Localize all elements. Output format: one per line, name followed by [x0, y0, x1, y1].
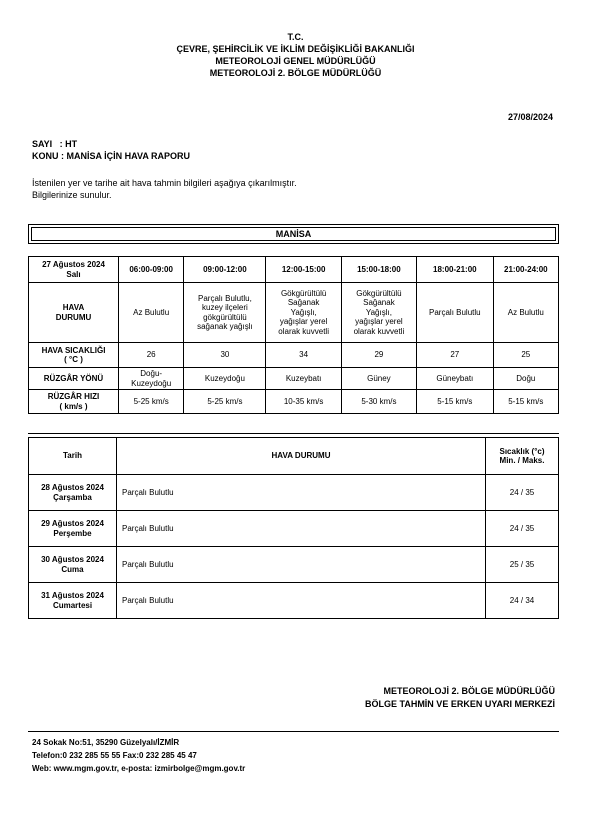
- condition-label: [29, 283, 119, 343]
- wind-direction-text: Kuzeydoğu: [131, 378, 172, 388]
- condition-cell: [119, 283, 184, 343]
- reference-block: [32, 138, 190, 162]
- condition-text: Parçalı Bulutlu,: [198, 293, 252, 303]
- condition-text: Az Bulutlu: [133, 307, 170, 317]
- condition-text: Az Bulutlu: [507, 307, 544, 317]
- wind-direction-cell: Kuzeydoğu: [184, 368, 266, 390]
- temperature-label-2: ( °C ): [64, 355, 83, 364]
- wind-speed-cell: 5-15 km/s: [417, 390, 494, 414]
- header-line-1: T.C.: [287, 32, 304, 42]
- hourly-header-row: [29, 257, 559, 283]
- wind-speed-label-2: ( km/s ): [59, 401, 88, 411]
- daily-row: [29, 511, 559, 547]
- city-name: MANİSA: [31, 227, 556, 241]
- header-line-3: METEOROLOJİ GENEL MÜDÜRLÜĞÜ: [215, 56, 376, 66]
- document-header: [0, 31, 591, 79]
- daily-forecast-table: [28, 437, 559, 619]
- hourly-forecast-table: [28, 256, 559, 414]
- col-temp-header-2: Min. / Maks.: [499, 456, 545, 465]
- daily-condition: Parçalı Bulutlu: [117, 547, 486, 583]
- footer-web: Web: www.mgm.gov.tr, e-posta: izmirbolge@mgm.gov.tr: [32, 764, 246, 773]
- condition-label-2: DURUMU: [55, 312, 92, 322]
- condition-text: Gökgürültülü: [280, 288, 327, 298]
- condition-text: Yağışlı,: [290, 307, 317, 317]
- temperature-cell: 27: [417, 343, 494, 368]
- hourly-date-cell: [29, 257, 119, 283]
- wind-direction-text: Doğu-: [140, 369, 163, 378]
- temperature-label-1: HAVA SICAKLIĞI: [41, 345, 106, 355]
- wind-speed-row: [29, 390, 559, 414]
- time-slot: 21:00-24:00: [493, 257, 558, 283]
- header-line-4: METEOROLOJİ 2. BÖLGE MÜDÜRLÜĞÜ: [209, 68, 382, 78]
- time-slot: 09:00-12:00: [184, 257, 266, 283]
- temperature-cell: 25: [493, 343, 558, 368]
- condition-text: gökgürültülü: [203, 312, 247, 322]
- wind-direction-cell: Güneybatı: [417, 368, 494, 390]
- daily-row: [29, 583, 559, 619]
- condition-cell: [493, 283, 558, 343]
- wind-direction-cell: Kuzeybatı: [266, 368, 341, 390]
- condition-text: kuzey ilçeleri: [202, 303, 248, 312]
- time-slot: 06:00-09:00: [119, 257, 184, 283]
- daily-condition: Parçalı Bulutlu: [117, 511, 486, 547]
- temperature-cell: 29: [341, 343, 416, 368]
- condition-text: Gökgürültülü: [356, 288, 402, 298]
- condition-text: Sağanak: [287, 298, 320, 308]
- wind-direction-cell: Doğu: [493, 368, 558, 390]
- intro-line-2: Bilgilerinize sunulur.: [32, 190, 112, 200]
- daily-date-cell: [29, 583, 117, 619]
- document-date: 27/08/2024: [507, 112, 553, 122]
- condition-text: Sağanak: [363, 298, 395, 308]
- time-slot: 15:00-18:00: [341, 257, 416, 283]
- sayi-line: SAYI : HT: [32, 139, 78, 149]
- wind-direction-row: [29, 368, 559, 390]
- daily-temp: 25 / 35: [486, 547, 559, 583]
- header-line-2: ÇEVRE, ŞEHİRCİLİK VE İKLİM DEĞİŞİKLİĞİ BAKANLIĞI: [176, 44, 415, 54]
- signature-line-1: METEOROLOJİ 2. BÖLGE MÜDÜRLÜĞÜ: [383, 686, 555, 696]
- condition-label-1: HAVA: [62, 303, 85, 312]
- wind-speed-cell: 5-30 km/s: [341, 390, 416, 414]
- condition-cell: [266, 283, 341, 343]
- col-temp-header: [486, 438, 559, 475]
- daily-row: [29, 547, 559, 583]
- daily-day: Cuma: [61, 564, 84, 574]
- wind-speed-label: [29, 390, 119, 414]
- intro-text: [32, 177, 297, 201]
- signature-line-2: BÖLGE TAHMİN VE ERKEN UYARI MERKEZİ: [364, 699, 555, 709]
- condition-text: olarak kuvvetli: [278, 326, 329, 336]
- konu-line: KONU : MANİSA İÇİN HAVA RAPORU: [32, 151, 190, 161]
- signature-block: [365, 685, 555, 711]
- daily-row: [29, 475, 559, 511]
- condition-text: Yağışlı,: [365, 307, 392, 317]
- temperature-row: [29, 343, 559, 368]
- wind-speed-label-1: RÜZGÂR HIZI: [47, 392, 100, 401]
- daily-day: Çarşamba: [53, 492, 92, 502]
- temperature-label: [29, 343, 119, 368]
- intro-line-1: İstenilen yer ve tarihe ait hava tahmin bilgileri aşağıya çıkarılmıştır.: [32, 178, 297, 188]
- daily-date-cell: [29, 547, 117, 583]
- condition-text: yağışlar yerel: [279, 317, 328, 327]
- daily-date-cell: [29, 511, 117, 547]
- daily-condition: Parçalı Bulutlu: [117, 475, 486, 511]
- col-date-header: Tarih: [29, 438, 117, 475]
- wind-direction-cell: Güney: [341, 368, 416, 390]
- daily-date: 28 Ağustos 2024: [41, 483, 104, 492]
- daily-day: Perşembe: [53, 528, 92, 538]
- daily-date: 29 Ağustos 2024: [41, 519, 104, 528]
- daily-temp: 24 / 34: [486, 583, 559, 619]
- daily-date: 30 Ağustos 2024: [41, 555, 104, 564]
- col-temp-header-1: Sıcaklık (°c): [499, 446, 545, 456]
- wind-speed-cell: 5-25 km/s: [119, 390, 184, 414]
- daily-temp: 24 / 35: [486, 475, 559, 511]
- city-title-box: [28, 224, 559, 244]
- daily-date-cell: [29, 475, 117, 511]
- wind-speed-cell: 10-35 km/s: [266, 390, 341, 414]
- footer-rule: [28, 731, 559, 732]
- wind-direction-cell: [119, 368, 184, 390]
- temperature-cell: 34: [266, 343, 341, 368]
- daily-condition: Parçalı Bulutlu: [117, 583, 486, 619]
- wind-direction-label: RÜZGÂR YÖNÜ: [29, 368, 119, 390]
- temperature-cell: 26: [119, 343, 184, 368]
- condition-row: [29, 283, 559, 343]
- time-slot: 18:00-21:00: [417, 257, 494, 283]
- time-slot: 12:00-15:00: [266, 257, 341, 283]
- footer-address: 24 Sokak No:51, 35290 Güzelyalı/İZMİR: [32, 738, 180, 747]
- footer-phone: Telefon:0 232 285 55 55 Fax:0 232 285 45 47: [32, 751, 197, 760]
- daily-day: Cumartesi: [52, 600, 93, 610]
- condition-cell: [184, 283, 266, 343]
- hourly-day: Salı: [66, 269, 81, 279]
- condition-text: sağanak yağışlı: [197, 322, 253, 331]
- wind-speed-cell: 5-25 km/s: [184, 390, 266, 414]
- daily-date: 31 Ağustos 2024: [41, 591, 104, 600]
- footer: [32, 736, 245, 775]
- condition-text: yağışlar yerel: [355, 317, 403, 327]
- hourly-date: 27 Ağustos 2024: [42, 260, 105, 269]
- daily-temp: 24 / 35: [486, 511, 559, 547]
- condition-cell: [341, 283, 416, 343]
- daily-header-row: [29, 438, 559, 475]
- wind-speed-cell: 5-15 km/s: [493, 390, 558, 414]
- condition-text: Parçalı Bulutlu: [429, 307, 481, 317]
- col-condition-header: HAVA DURUMU: [117, 438, 486, 475]
- daily-table-top-rule: [28, 433, 559, 434]
- temperature-cell: 30: [184, 343, 266, 368]
- condition-text: olarak kuvvetli: [353, 326, 405, 336]
- condition-cell: [417, 283, 494, 343]
